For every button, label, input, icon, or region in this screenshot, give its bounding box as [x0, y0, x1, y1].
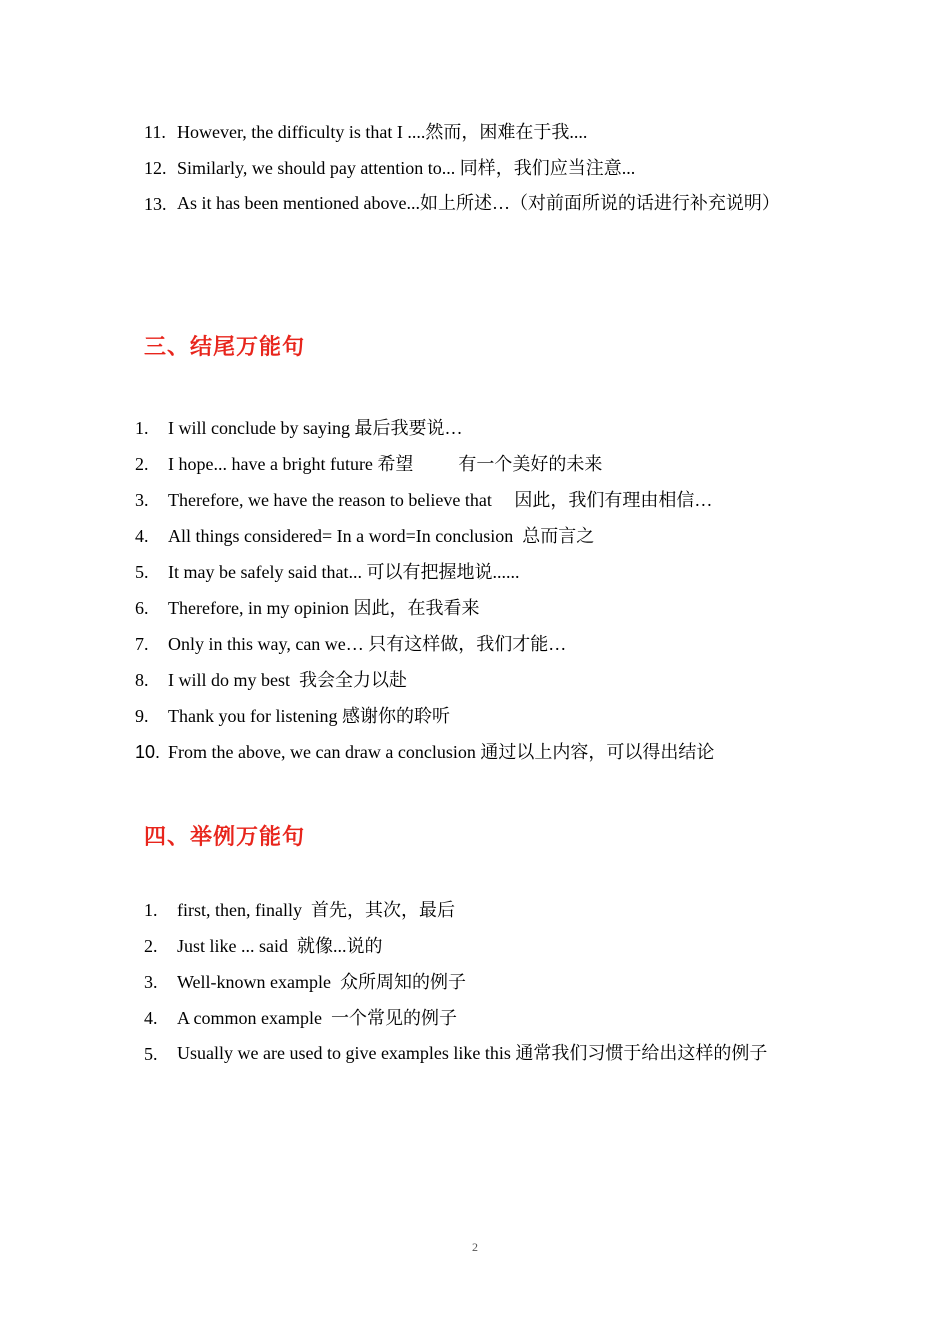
item-text: Just like ... said 就像...说的 [177, 936, 383, 956]
section-heading-ending: 三、结尾万能句 [144, 335, 306, 360]
item-text: first, then, finally 首先，其次，最后 [177, 900, 455, 920]
list-item [144, 892, 804, 928]
item-number: 9. [135, 706, 149, 726]
list-item [135, 662, 815, 698]
item-text: A common example 一个常见的例子 [177, 1008, 457, 1028]
item-text: However, the difficulty is that I ....然而，困难在于我.... [177, 122, 588, 142]
item-text: Similarly, we should pay attention to... 同样，我们应当注意... [177, 158, 636, 178]
item-number: 7. [135, 634, 149, 654]
section-heading-examples: 四、举例万能句 [144, 825, 306, 850]
list-item [135, 518, 815, 554]
item-text: Therefore, we have the reason to believe that 因此，我们有理由相信… [168, 490, 713, 510]
item-text: Thank you for listening 感谢你的聆听 [168, 706, 450, 726]
list-item [135, 482, 815, 518]
item-number: 4. [135, 526, 149, 546]
item-text: From the above, we can draw a conclusion 通过以上内容，可以得出结论 [168, 742, 715, 762]
item-number: 8. [135, 670, 149, 690]
list-item [135, 446, 815, 482]
item-text: All things considered= In a word=In conclusion 总而言之 [168, 526, 595, 546]
item-text: It may be safely said that... 可以有把握地说...... [168, 562, 520, 582]
item-number: 4. [144, 1008, 158, 1028]
list-item [144, 114, 804, 150]
item-number: 6. [135, 598, 149, 618]
phrase-list-transitions [144, 114, 804, 220]
list-item [144, 186, 804, 220]
phrase-list-examples [144, 892, 804, 1070]
item-number: 5. [135, 562, 149, 582]
item-number: 5. [144, 1044, 158, 1064]
item-number: 3. [135, 490, 149, 510]
list-item [144, 1000, 804, 1036]
item-text: I will conclude by saying 最后我要说… [168, 418, 463, 438]
list-item [135, 410, 815, 446]
item-text: Well-known example 众所周知的例子 [177, 972, 467, 992]
list-item [144, 928, 804, 964]
item-text: Therefore, in my opinion 因此，在我看来 [168, 598, 480, 618]
list-item [135, 590, 815, 626]
list-item [135, 734, 815, 770]
list-item [135, 626, 815, 662]
item-number: 11. [144, 122, 166, 142]
item-number: 10. [135, 742, 161, 762]
list-item [135, 554, 815, 590]
item-number: 2. [135, 454, 149, 474]
item-text: As it has been mentioned above...如上所述…（对前面所说的话进行补充说明） [177, 193, 780, 213]
item-text: I will do my best 我会全力以赴 [168, 670, 407, 690]
item-text: Only in this way, can we… 只有这样做，我们才能… [168, 634, 567, 654]
list-item [135, 698, 815, 734]
item-number: 13. [144, 194, 167, 214]
list-item [144, 1036, 804, 1070]
item-text: I hope... have a bright future 希望 有一个美好的未来 [168, 454, 603, 474]
item-number: 3. [144, 972, 158, 992]
item-number: 1. [135, 418, 149, 438]
list-item [144, 964, 804, 1000]
item-number: 2. [144, 936, 158, 956]
phrase-list-ending [135, 410, 815, 770]
item-number: 1. [144, 900, 158, 920]
list-item [144, 150, 804, 186]
item-text: Usually we are used to give examples like this 通常我们习惯于给出这样的例子 [177, 1043, 768, 1063]
page-number: 2 [472, 1240, 478, 1254]
item-number: 12. [144, 158, 167, 178]
